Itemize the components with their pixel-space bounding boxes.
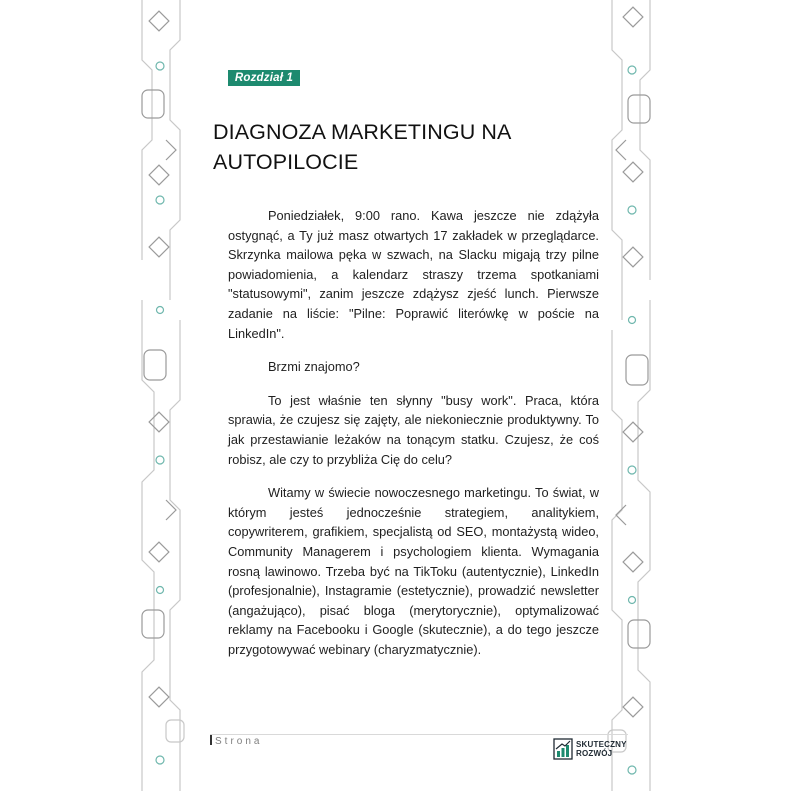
paragraph-modern-marketing: Witamy w świecie nowoczesnego marketingu. To świat, w którym jesteś jednocześnie strategiem, analitykiem, copywriterem, grafikiem, specjalistą od SEO, montażystą wideo, Community Managerem i psychologiem klienta. Wymagania rosną lawinowo. Trzeba być na TikToku (autentycznie), LinkedIn (profesjonalnie), Instagramie (estetycznie), prowadzić newsletter (angażująco), pisać bloga (merytorycznie), optymalizować reklamy na Facebooku i Google (skutecznie), a do tego jeszcze przygotowywać webinary (charyzmatycznie). xyxy=(228,485,599,657)
growth-chart-icon xyxy=(553,738,573,760)
page-label: Strona xyxy=(215,736,263,747)
body-text xyxy=(228,206,599,673)
footer-bar xyxy=(210,735,212,745)
paragraph-question: Brzmi znajomo? xyxy=(268,359,360,375)
chapter-badge: Rozdział 1 xyxy=(228,70,300,86)
page-footer-label xyxy=(210,735,262,747)
paragraph-busy-work: To jest właśnie ten słynny "busy work". Praca, która sprawia, że czujesz się zajęty, ale niekoniecznie produktywny. To jak przestawianie leżaków na tonącym statku. Czujesz, że coś robisz, ale czy to przybliża Cię do celu? xyxy=(228,392,599,467)
decorative-border-left xyxy=(136,0,192,791)
logo-line-2: ROZWÓJ xyxy=(576,749,613,758)
paragraph-intro: Poniedziałek, 9:00 rano. Kawa jeszcze nie zdążyła ostygnąć, a Ty już masz otwartych 17 zakładek w przeglądarce. Skrzynka mailowa pęka w szwach, na Slacku migają trzy pilne powiadomienia, a kalendarz straszy trzema spotkaniami "statusowymi", zanim jeszcze zdążysz zjeść lunch. Pierwsze zadanie na liście: "Pilne: Poprawić literówkę w poście na LinkedIn". xyxy=(228,208,599,341)
logo-text xyxy=(576,740,627,758)
decorative-border-right xyxy=(600,0,656,791)
footer-divider xyxy=(210,734,628,735)
chapter-title: DIAGNOZA MARKETINGU NA AUTOPILOCIE xyxy=(213,120,511,174)
logo-line-1: SKUTECZNY xyxy=(576,740,627,749)
brand-logo xyxy=(553,738,627,760)
